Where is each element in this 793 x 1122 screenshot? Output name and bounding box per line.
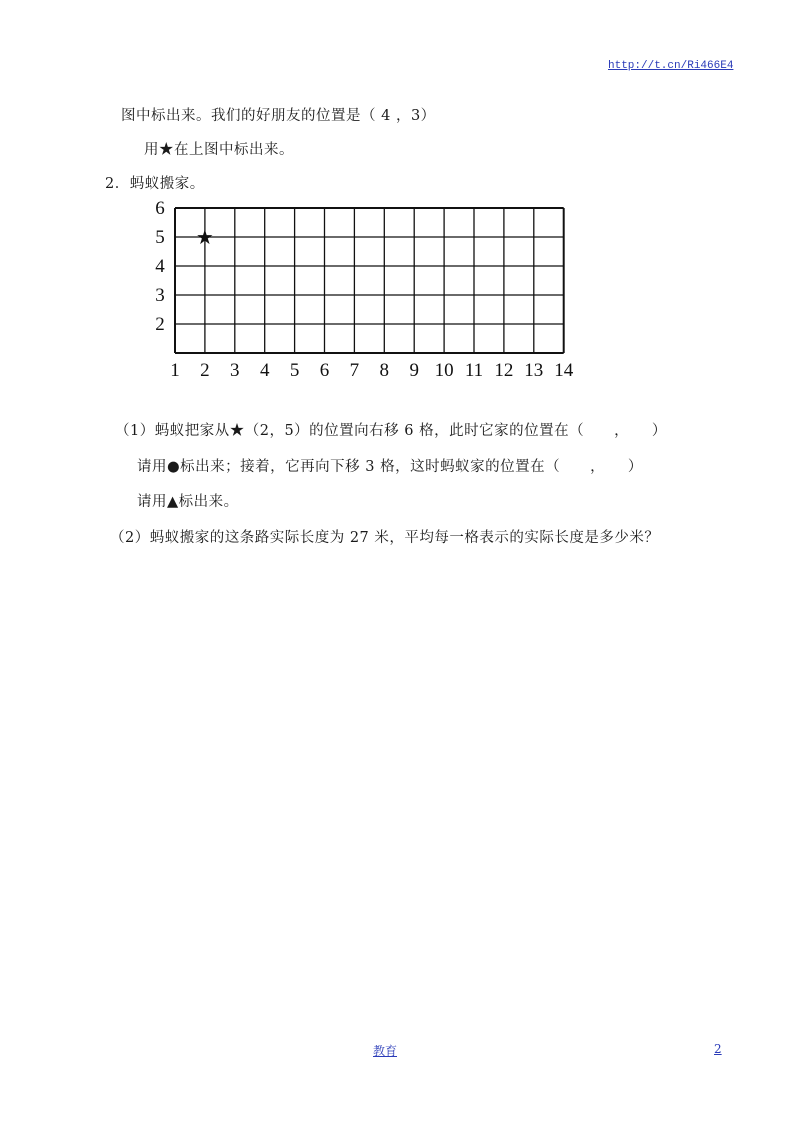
question-2: （2）蚂蚁搬家的这条路实际长度为 27 米，平均每一格表示的实际长度是多少米？: [110, 530, 660, 546]
page-number: 2: [714, 1042, 722, 1056]
x-tick-label: 8: [379, 360, 390, 381]
x-tick-label: 14: [554, 360, 574, 381]
y-tick-label: 4: [155, 256, 165, 277]
x-axis-labels: [170, 360, 573, 381]
x-tick-label: 13: [524, 360, 544, 381]
question-1-part-c: 请用▲标出来。: [137, 494, 239, 510]
question-1-part-b: 请用●标出来；接着，它再向下移 3 格，这时蚂蚁家的位置在（ ， ）: [137, 459, 643, 475]
footer-link[interactable]: 教育: [373, 1044, 398, 1058]
x-tick-label: 3: [230, 360, 240, 381]
y-tick-label: 5: [155, 227, 165, 248]
y-tick-label: 2: [155, 314, 165, 335]
x-tick-label: 12: [494, 360, 514, 381]
header-link[interactable]: http://t.cn/Ri466E4: [608, 60, 734, 72]
x-tick-label: 6: [319, 360, 330, 381]
section-2-title: 2．蚂蚁搬家。: [105, 176, 205, 192]
text-line-1: 图中标出来。我们的好朋友的位置是（ 4 ，3）: [121, 108, 436, 124]
x-tick-label: 7: [349, 360, 360, 381]
x-tick-label: 4: [259, 360, 270, 381]
y-tick-label: 3: [155, 285, 165, 306]
x-tick-label: 2: [200, 360, 210, 381]
x-tick-label: 1: [170, 360, 180, 381]
x-tick-label: 11: [464, 360, 484, 381]
x-tick-label: 10: [434, 360, 454, 381]
grid-lines: [175, 208, 564, 353]
x-tick-label: 9: [409, 360, 419, 381]
y-tick-label: 6: [155, 198, 165, 219]
grid-marks: [196, 225, 214, 249]
y-axis-labels: [155, 198, 165, 335]
star-mark: ★: [195, 225, 214, 249]
question-1-part-a: （1）蚂蚁把家从★（2，5）的位置向右移 6 格，此时它家的位置在（ ， ）: [115, 423, 667, 439]
text-line-2: 用★在上图中标出来。: [144, 142, 294, 158]
x-tick-label: 5: [289, 360, 300, 381]
coordinate-grid: [140, 190, 600, 390]
